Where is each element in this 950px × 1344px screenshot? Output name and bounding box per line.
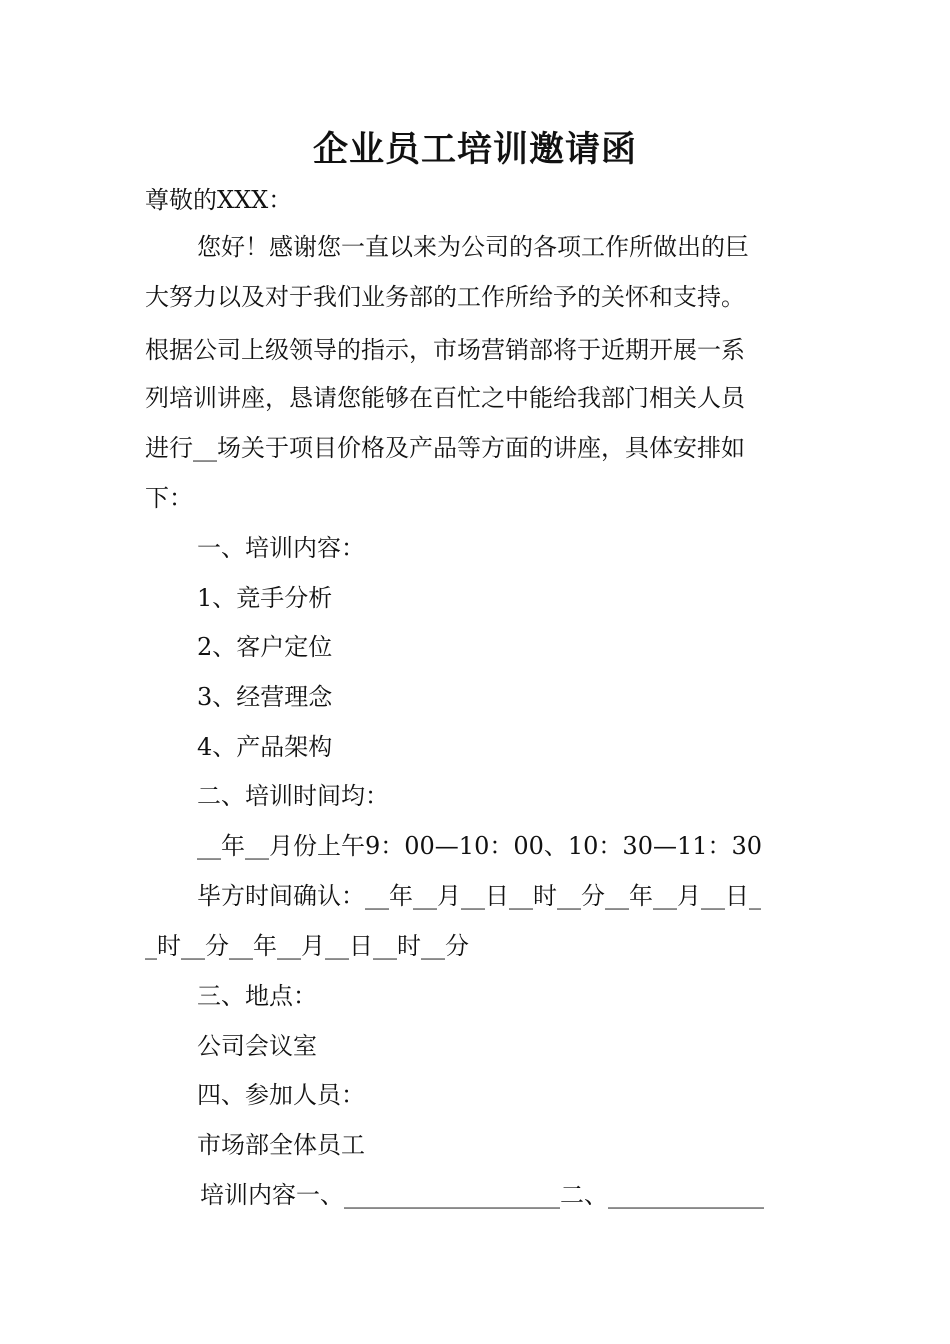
time-confirm-line-1: 毕方时间确认：__年__月__日__时__分__年__月__日_ [197, 882, 761, 910]
document-title: 企业员工培训邀请函 [312, 129, 637, 170]
body-line-6: 下： [145, 484, 193, 512]
section-1-item: 3、经营理念 [197, 683, 333, 711]
training-time: __年__月份上午9：00—10：00、10：30—11：30 [197, 832, 763, 860]
time-confirm-line-2: _时__分__年__月__日__时__分 [145, 932, 469, 960]
section-1-item: 4、产品架构 [197, 733, 333, 761]
body-line-2: 大努力以及对于我们业务部的工作所给予的关怀和支持。 [145, 283, 745, 311]
location-value: 公司会议室 [197, 1032, 317, 1060]
body-line-5: 进行__场关于项目价格及产品等方面的讲座，具体安排如 [145, 434, 745, 462]
body-line-3: 根据公司上级领导的指示，市场营销部将于近期开展一系 [145, 336, 745, 364]
section-3-heading: 三、地点： [197, 982, 317, 1010]
body-line-1: 您好！感谢您一直以来为公司的各项工作所做出的巨 [197, 233, 749, 261]
section-2-heading: 二、培训时间均： [197, 782, 389, 810]
closing-line: 培训内容一、__________________二、_____________ [200, 1181, 764, 1209]
section-1-item: 1、竞手分析 [197, 584, 333, 612]
salutation: 尊敬的XXX： [145, 186, 293, 214]
attendees-value: 市场部全体员工 [197, 1131, 365, 1159]
section-1-item: 2、客户定位 [197, 633, 333, 661]
section-1-heading: 一、培训内容： [197, 534, 365, 562]
section-4-heading: 四、参加人员： [197, 1081, 365, 1109]
body-line-4: 列培训讲座，恳请您能够在百忙之中能给我部门相关人员 [145, 384, 745, 412]
